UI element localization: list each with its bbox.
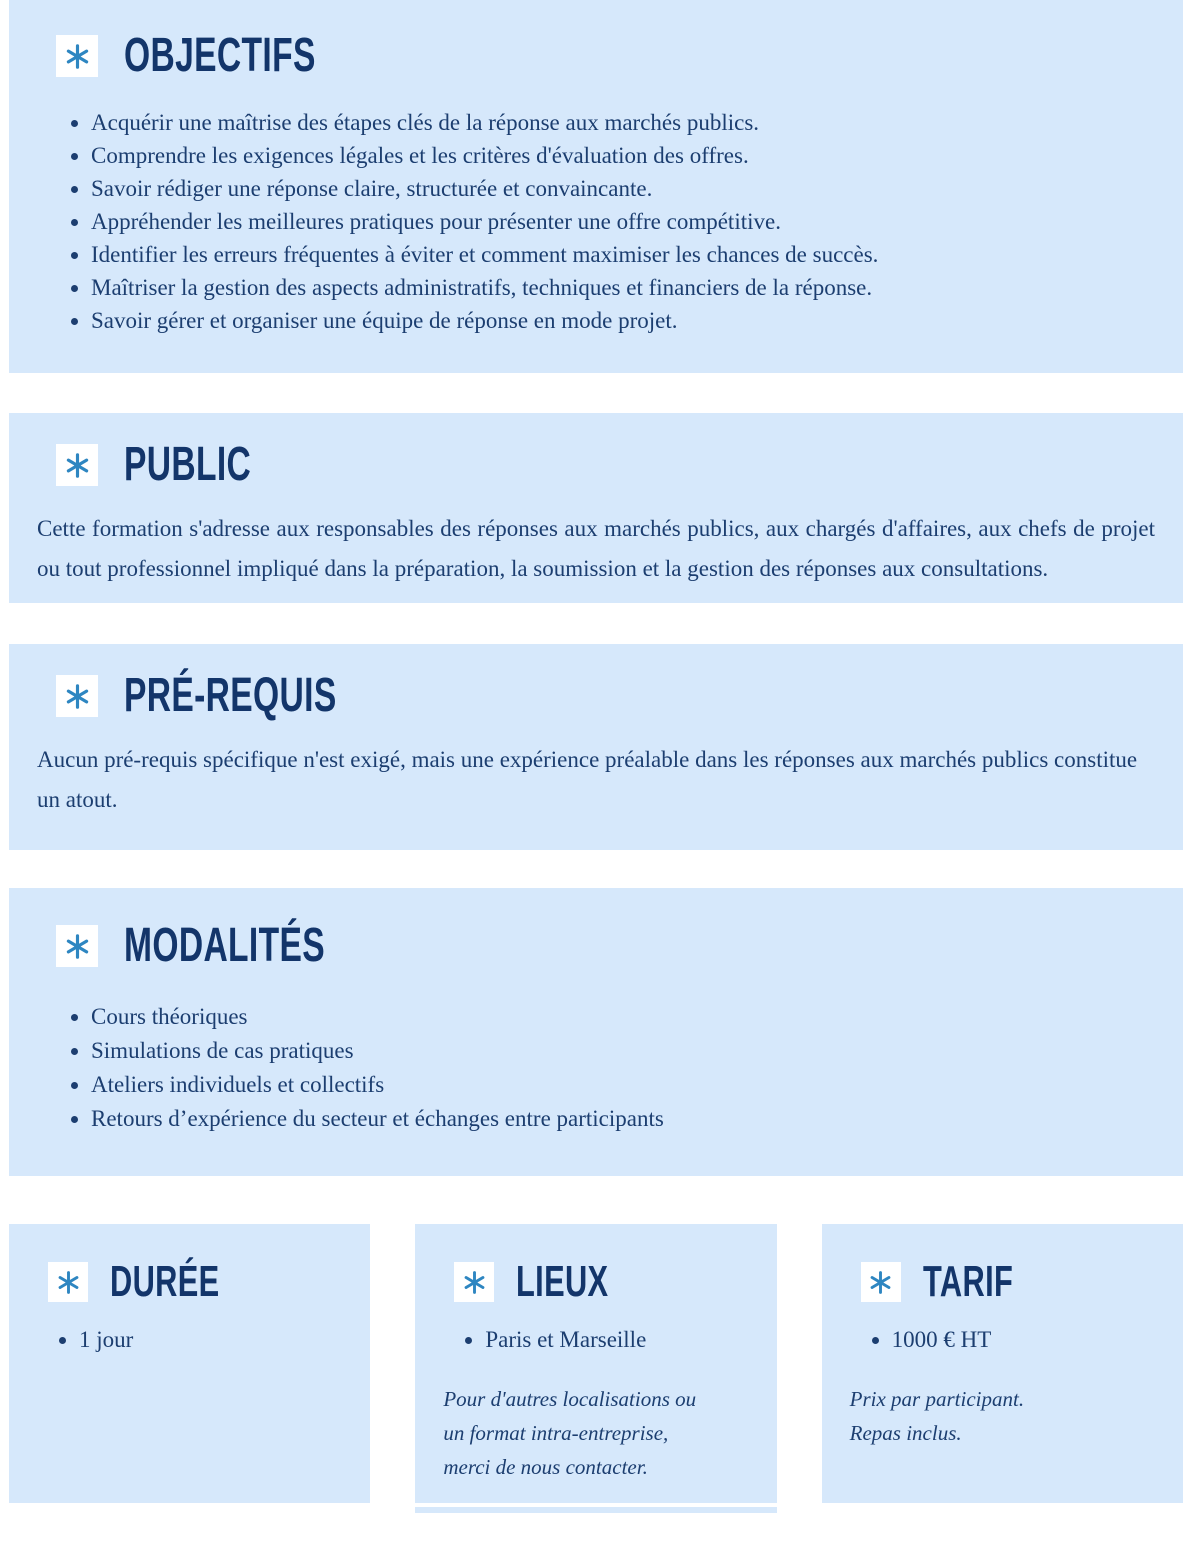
section-title: PUBLIC [124, 438, 252, 491]
info-cards-row [9, 1224, 1183, 1503]
section-title: PRÉ-REQUIS [124, 669, 337, 722]
prerequis-text: Aucun pré-requis spécifique n'est exigé, mais une expérience préalable dans les réponses aux marchés publics constitue un atout. [37, 747, 1138, 812]
asterisk-icon-box [861, 1262, 901, 1302]
lieux-note [443, 1382, 750, 1484]
asterisk-icon [868, 1270, 893, 1295]
tarif-list [848, 1324, 1157, 1356]
note-line: Pour d'autres localisations ou [443, 1387, 697, 1411]
list-item: • Paris et Marseille [485, 1324, 750, 1356]
duree-heading [48, 1258, 344, 1306]
list-item: • Comprendre les exigences légales et les critères d'évaluation des offres. [91, 139, 1153, 172]
duree-list [35, 1324, 344, 1356]
card-duree [9, 1224, 370, 1503]
list-item: • 1 jour [79, 1324, 344, 1356]
section-prerequis [9, 644, 1183, 850]
modalites-list [9, 1000, 1183, 1136]
next-row-peek [9, 1507, 1183, 1513]
lieux-heading [454, 1258, 750, 1306]
note-line: Repas inclus. [849, 1421, 962, 1445]
public-text: Cette formation s'adresse aux responsables des réponses aux marchés publics, aux chargés d'affaires, aux chefs de projet ou tout professionnel impliqué dans la préparation, la soumission et la gestion des réponses aux consultations. [37, 516, 1155, 581]
prerequis-heading [56, 668, 1183, 724]
list-item: • Cours théoriques [91, 1000, 1153, 1034]
tarif-heading [861, 1258, 1157, 1306]
lieux-list [441, 1324, 750, 1356]
modalites-heading [56, 918, 1183, 974]
card-title: DURÉE [110, 1257, 220, 1306]
peek-spacer [822, 1507, 1183, 1513]
peek-spacer [9, 1507, 370, 1513]
list-item: • Appréhender les meilleures pratiques pour présenter une offre compétitive. [91, 205, 1153, 238]
section-modalites [9, 888, 1183, 1176]
asterisk-icon-box [56, 444, 98, 486]
list-item: • Savoir rédiger une réponse claire, structurée et convaincante. [91, 172, 1153, 205]
asterisk-icon [64, 43, 91, 70]
list-item: • Maîtriser la gestion des aspects administratifs, techniques et financiers de la réponse. [91, 271, 1153, 304]
asterisk-icon [64, 683, 91, 710]
section-title: OBJECTIFS [124, 29, 316, 82]
list-item: • Identifier les erreurs fréquentes à éviter et comment maximiser les chances de succès. [91, 238, 1153, 271]
card-title: TARIF [922, 1257, 1013, 1306]
public-heading [56, 437, 1183, 493]
section-public [9, 413, 1183, 603]
section-objectifs [9, 0, 1183, 373]
section-title: MODALITÉS [124, 919, 326, 972]
list-item: • Simulations de cas pratiques [91, 1034, 1153, 1068]
asterisk-icon [56, 1270, 81, 1295]
asterisk-icon-box [48, 1262, 88, 1302]
list-item: • 1000 € HT [892, 1324, 1157, 1356]
note-line: un format intra-entreprise, [443, 1421, 669, 1445]
list-item: • Savoir gérer et organiser une équipe de réponse en mode projet. [91, 304, 1153, 337]
asterisk-icon [64, 933, 91, 960]
note-line: merci de nous contacter. [443, 1455, 648, 1479]
next-section-peek [415, 1507, 776, 1513]
asterisk-icon-box [56, 35, 98, 77]
list-item: • Acquérir une maîtrise des étapes clés de la réponse aux marchés publics. [91, 106, 1153, 139]
card-lieux [415, 1224, 776, 1503]
objectifs-heading [56, 28, 1183, 84]
asterisk-icon-box [56, 925, 98, 967]
note-line: Prix par participant. [849, 1387, 1025, 1411]
list-item: • Retours d’expérience du secteur et échanges entre participants [91, 1102, 1153, 1136]
card-tarif [822, 1224, 1183, 1503]
asterisk-icon [64, 452, 91, 479]
asterisk-icon-box [454, 1262, 494, 1302]
list-item: • Ateliers individuels et collectifs [91, 1068, 1153, 1102]
tarif-note [850, 1382, 1157, 1450]
card-title: LIEUX [516, 1257, 609, 1306]
asterisk-icon-box [56, 675, 98, 717]
asterisk-icon [462, 1270, 487, 1295]
objectifs-list [9, 106, 1183, 337]
